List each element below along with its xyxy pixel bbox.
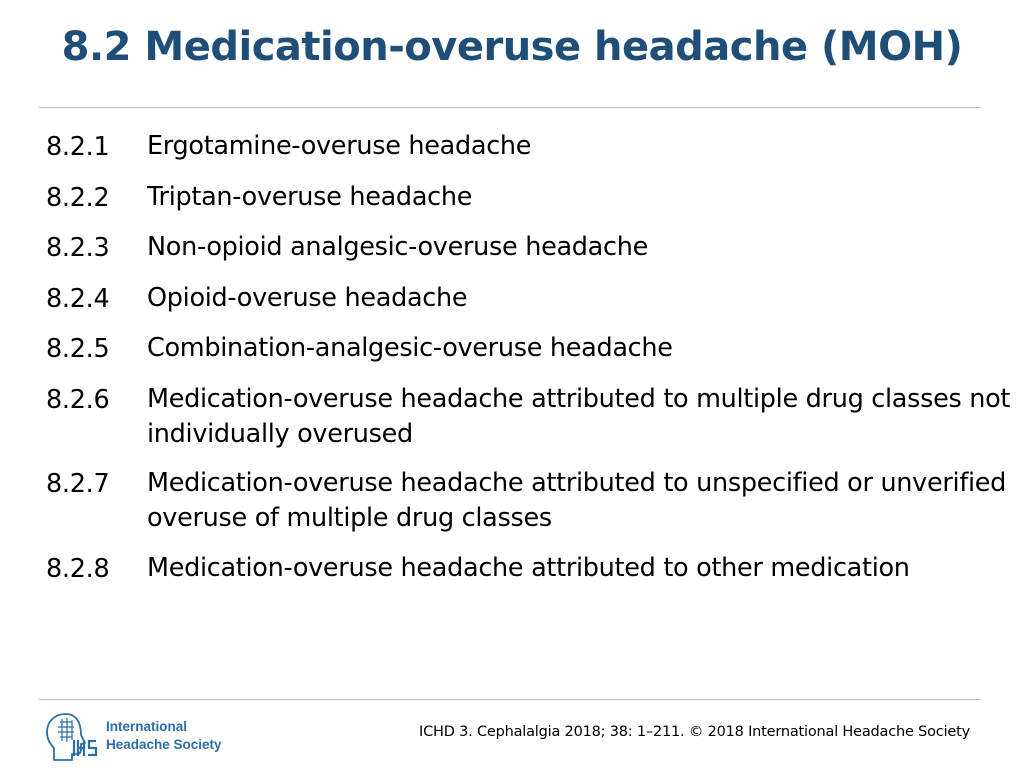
- title-divider: [39, 107, 981, 108]
- ihs-logo: [44, 709, 234, 763]
- logo-line-2: Headache Society: [106, 737, 222, 752]
- item-number: 8.2.4: [46, 283, 110, 314]
- item-text: Non-opioid analgesic-overuse headache: [147, 232, 648, 262]
- item-text: Medication-overuse headache attributed to unspecified or unverified overuse of multiple drug classes: [147, 468, 1007, 533]
- item-text: Medication-overuse headache attributed to other medication: [147, 552, 910, 583]
- citation-text: ICHD 3. Cephalalgia 2018; 38: 1–211. © 2018 International Headache Society: [419, 724, 970, 740]
- item-number: 8.2.5: [46, 334, 110, 364]
- item-number: 8.2.2: [46, 182, 110, 213]
- item-text: Opioid-overuse headache: [147, 282, 468, 313]
- item-text: Ergotamine-overuse headache: [147, 131, 532, 161]
- item-number: 8.2.3: [46, 233, 110, 263]
- item-number: 8.2.7: [46, 469, 110, 499]
- list-item: [46, 551, 1016, 587]
- logo-text: [106, 718, 222, 754]
- list-item: [46, 129, 1016, 165]
- item-number: 8.2.8: [46, 553, 110, 584]
- list-item: [46, 466, 1016, 536]
- item-text: Triptan-overuse headache: [147, 181, 473, 212]
- ihs-logo-icon: [44, 710, 100, 762]
- slide-title: 8.2 Medication-overuse headache (MOH): [61, 24, 963, 70]
- list-item: [46, 230, 1016, 266]
- item-text: Combination-analgesic-overuse headache: [147, 333, 673, 363]
- subtype-list: [46, 129, 1016, 601]
- list-item: [46, 180, 1016, 216]
- list-item: [46, 331, 1016, 367]
- logo-line-1: International: [106, 719, 188, 734]
- item-number: 8.2.6: [46, 384, 110, 415]
- item-number: 8.2.1: [46, 132, 110, 162]
- list-item: [46, 382, 1016, 452]
- item-text: Medication-overuse headache attributed to multiple drug classes not individually overused: [147, 383, 1011, 449]
- footer-divider: [39, 699, 981, 700]
- list-item: [46, 281, 1016, 317]
